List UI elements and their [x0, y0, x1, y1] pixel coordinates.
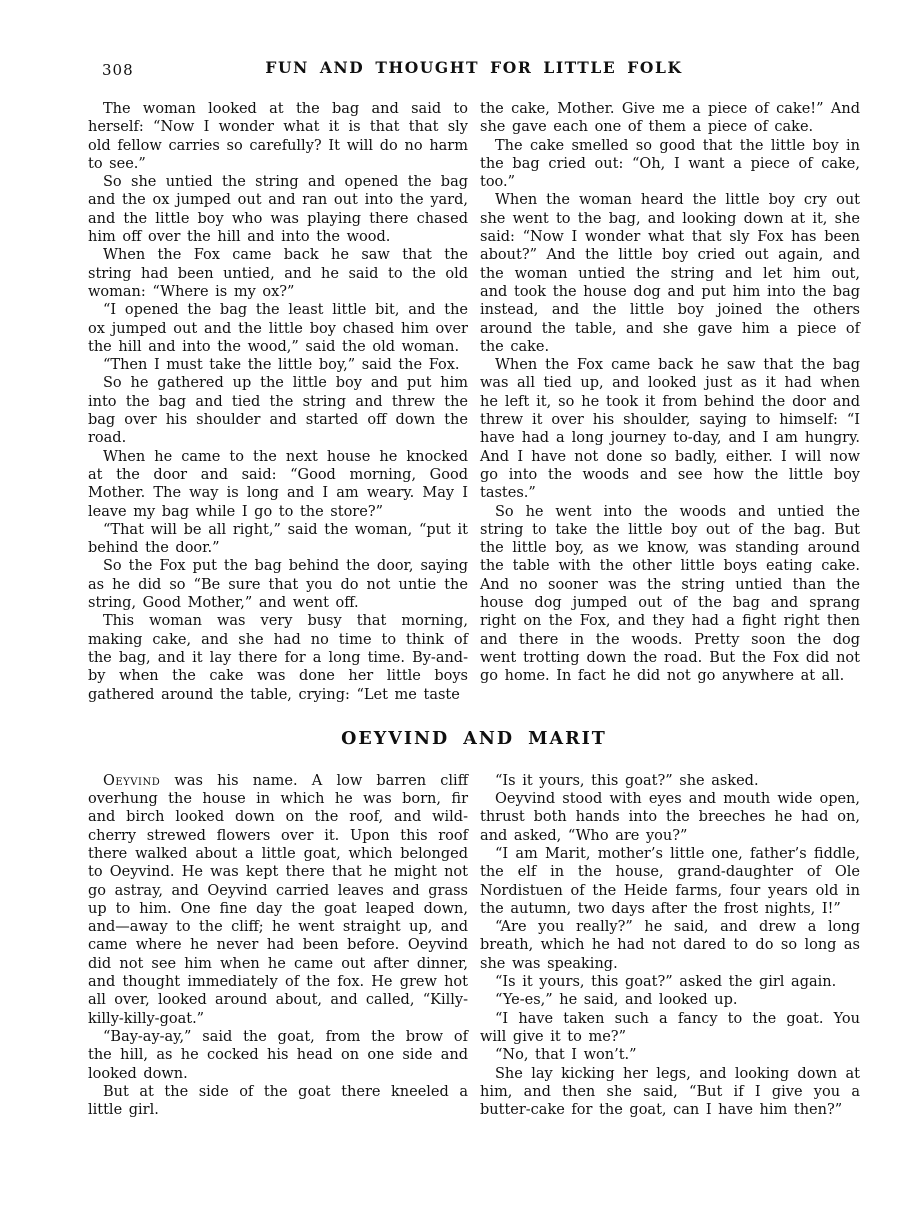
- paragraph: Oeyvind was his name. A low barren cliff overhung the house in which he was born, fir and birch looked down on the roof, and wild-cherry strewed flowers over it. Upon this roof there walked about a little goat, which belonged to Oeyvind. He was kept there that he might not go astray, and Oeyvind carried leaves and grass up to him. One fine day the goat leaped down, and—away to the cliff; he went straight up, and came where he never had been before. Oeyvind did not see him when he came out after dinner, and thought immediately of the fox. He grew hot all over, looked around about, and called, “Killy-killy-killy-goat.”: [88, 772, 468, 1027]
- story-oeyvind-left-column: [88, 772, 468, 1120]
- paragraph: “Then I must take the little boy,” said the Fox.: [103, 357, 460, 374]
- paragraph: So she untied the string and opened the bag and the ox jumped out and ran out into the yard, and the little boy who was playing there chased him off over the hill and into the wood.: [88, 174, 468, 246]
- paragraph: When he came to the next house he knocked at the door and said: “Good morning, Good Mother. The way is long and I am weary. May I leave my bag while I go to the store?”: [88, 448, 468, 520]
- paragraph: “I opened the bag the least little bit, and the ox jumped out and the little boy chased him over the hill and into the wood,” said the old woman.: [88, 302, 468, 355]
- paragraph: “That will be all right,” said the woman, “put it behind the door.”: [88, 521, 468, 557]
- story-fox-right-column: [480, 100, 860, 704]
- smallcaps-lead-word: Oeyvind: [103, 772, 161, 789]
- story-oeyvind-columns: [88, 772, 860, 1120]
- paragraph: “Ye-es,” he said, and looked up.: [495, 992, 738, 1009]
- paragraph: When the Fox came back he saw that the bag was all tied up, and looked just as it had when he left it, so he took it from behind the door and threw it over his shoulder, saying to himself: “I have had a long journey to-day, and I am hungry. And I have not done so badly, either. I will now go into the woods and see how the little boy tastes.”: [480, 357, 860, 502]
- paragraph: When the woman heard the little boy cry out she went to the bag, and looking down at it, she said: “Now I wonder what that sly Fox has been about?” And the little boy cried out again, and the woman untied the string and let him out, and took the house dog and put him into the bag instead, and the little boy joined the others around the table, and she gave him a piece of the cake.: [480, 192, 860, 355]
- paragraph: “Is it yours, this goat?” asked the girl again.: [495, 974, 837, 991]
- paragraph: “Is it yours, this goat?” she asked.: [495, 772, 759, 789]
- story-fox-columns: [88, 100, 860, 704]
- story-fox-left-column: [88, 100, 468, 704]
- paragraph: She lay kicking her legs, and looking down at him, and then she said, “But if I give you a butter-cake for the goat, can I have him then?”: [480, 1065, 860, 1119]
- paragraph: “Bay-ay-ay,” said the goat, from the brow of the hill, as he cocked his head on one side and looked down.: [88, 1028, 468, 1082]
- paragraph: “No, that I won’t.”: [495, 1047, 637, 1064]
- story-oeyvind-heading: OEYVIND AND MARIT: [341, 728, 607, 749]
- paragraph: So he gathered up the little boy and put him into the bag and tied the string and threw the bag over his shoulder and started off down the road.: [88, 375, 468, 447]
- paragraph: But at the side of the goat there kneeled a little girl.: [88, 1083, 468, 1119]
- page-number: 308: [102, 61, 134, 79]
- paragraph: So the Fox put the bag behind the door, saying as he did so “Be sure that you do not untie the string, Good Mother,” and went off.: [88, 558, 468, 612]
- paragraph: This woman was very busy that morning, making cake, and she had no time to think of the bag, and it lay there for a long time. By-and-by when the cake was done her little boys gathered around the table, crying: “Let me taste: [88, 613, 468, 703]
- paragraph: The cake smelled so good that the little boy in the bag cried out: “Oh, I want a piece of cake, too.”: [480, 137, 860, 191]
- paragraph: Oeyvind stood with eyes and mouth wide open, thrust both hands into the breeches he had on, and asked, “Who are you?”: [480, 791, 860, 844]
- paragraph: “Are you really?” he said, and drew a long breath, which he had not dared to do so long as she was speaking.: [480, 919, 860, 972]
- paragraph: When the Fox came back he saw that the string had been untied, and he said to the old woman: “Where is my ox?”: [88, 247, 468, 300]
- paragraph: The woman looked at the bag and said to herself: “Now I wonder what it is that that sly old fellow carries so carefully? It will do no harm to see.”: [88, 101, 468, 172]
- page-title: FUN AND THOUGHT FOR LITTLE FOLK: [265, 58, 683, 77]
- page-header: [88, 58, 860, 84]
- paragraph: “I have taken such a fancy to the goat. You will give it to me?”: [480, 1010, 860, 1045]
- story-oeyvind-right-column: [480, 772, 860, 1120]
- paragraph: So he went into the woods and untied the string to take the little boy out of the bag. But the little boy, as we know, was standing around the table with the other little boys eating cake. And no sooner was the string untied than the house dog jumped out of the bag and sprang right on the Fox, and they had a fight right then and there in the woods. Pretty soon the dog went trotting down the road. But the Fox did not go home. In fact he did not go anywhere at all.: [480, 503, 860, 685]
- paragraph: “I am Marit, mother’s little one, father’s fiddle, the elf in the house, grand-daughter of Ole Nordistuen of the Heide farms, four years old in the autumn, two days after the frost nights, I!”: [480, 845, 860, 917]
- paragraph: the cake, Mother. Give me a piece of cake!” And she gave each one of them a piece of cake.: [480, 101, 860, 136]
